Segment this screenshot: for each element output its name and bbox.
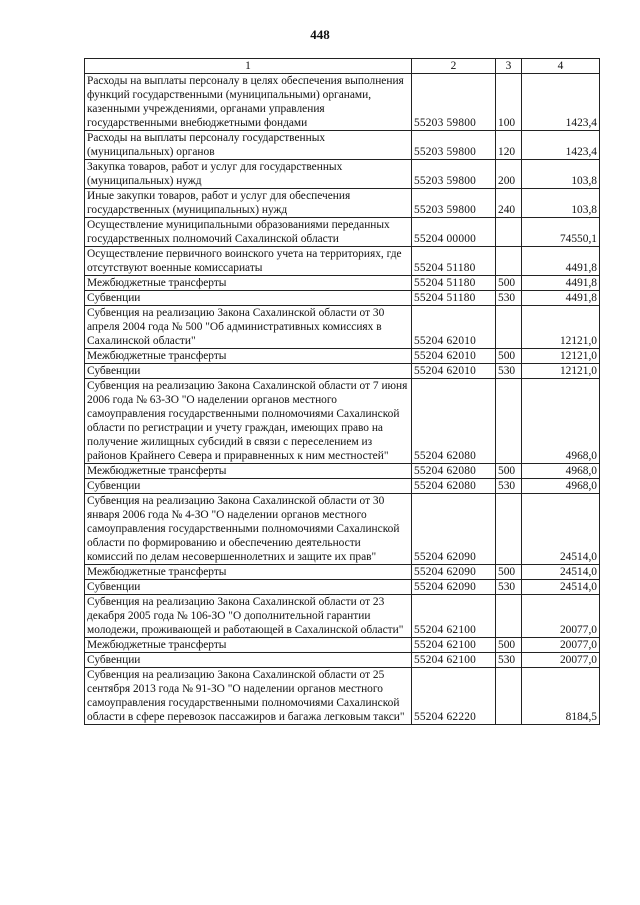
row-type [496, 379, 522, 464]
table-row [85, 364, 600, 379]
row-type: 530 [496, 653, 522, 668]
row-amount: 12121,0 [522, 364, 600, 379]
row-code: 55204 51180 [412, 291, 496, 306]
row-type [496, 306, 522, 349]
row-name: Расходы на выплаты персоналу в целях обеспечения выполнения функций государственными (муниципальными) органами, казенными учреждениями, органами управления государственными внебюджетными фондами [85, 74, 412, 131]
row-type: 530 [496, 580, 522, 595]
row-name: Субвенция на реализацию Закона Сахалинской области от 25 сентября 2013 года № 91-ЗО "О наделении органов местного самоуправления государственными полномочиями Сахалинской области в сфере перевозок пассажиров и багажа легковым такси" [85, 668, 412, 725]
row-type: 530 [496, 479, 522, 494]
row-code: 55204 51180 [412, 247, 496, 276]
row-type [496, 247, 522, 276]
row-amount: 4968,0 [522, 479, 600, 494]
row-name: Субвенция на реализацию Закона Сахалинской области от 30 апреля 2004 года № 500 "Об административных комиссиях в Сахалинской области" [85, 306, 412, 349]
row-type: 530 [496, 364, 522, 379]
table-row [85, 131, 600, 160]
row-type [496, 668, 522, 725]
row-name: Субвенции [85, 364, 412, 379]
row-code: 55204 62080 [412, 479, 496, 494]
table-row [85, 306, 600, 349]
table-body [85, 74, 600, 725]
row-type: 200 [496, 160, 522, 189]
row-type: 120 [496, 131, 522, 160]
row-type: 500 [496, 565, 522, 580]
row-amount: 4968,0 [522, 379, 600, 464]
row-amount: 103,8 [522, 189, 600, 218]
row-code: 55204 00000 [412, 218, 496, 247]
table-row [85, 291, 600, 306]
row-amount: 24514,0 [522, 565, 600, 580]
row-amount: 20077,0 [522, 595, 600, 638]
row-code: 55204 62100 [412, 638, 496, 653]
row-amount: 24514,0 [522, 494, 600, 565]
row-amount: 12121,0 [522, 306, 600, 349]
row-name: Субвенции [85, 580, 412, 595]
row-code: 55204 62080 [412, 379, 496, 464]
table-row [85, 479, 600, 494]
row-amount: 4491,8 [522, 247, 600, 276]
row-type [496, 595, 522, 638]
row-amount: 4491,8 [522, 291, 600, 306]
row-code: 55203 59800 [412, 160, 496, 189]
row-amount: 12121,0 [522, 349, 600, 364]
row-name: Субвенции [85, 653, 412, 668]
row-amount: 103,8 [522, 160, 600, 189]
row-name: Межбюджетные трансферты [85, 464, 412, 479]
row-type [496, 218, 522, 247]
table-row [85, 494, 600, 565]
row-name: Осуществление муниципальными образованиями переданных государственных полномочий Сахалинской области [85, 218, 412, 247]
row-amount: 4491,8 [522, 276, 600, 291]
row-code: 55204 62100 [412, 595, 496, 638]
table-row [85, 379, 600, 464]
row-name: Осуществление первичного воинского учета на территориях, где отсутствуют военные комиссариаты [85, 247, 412, 276]
row-amount: 1423,4 [522, 131, 600, 160]
table-row [85, 653, 600, 668]
table-row [85, 668, 600, 725]
header-col-1: 1 [85, 59, 412, 74]
page-number: 448 [310, 27, 330, 42]
row-code: 55204 62010 [412, 364, 496, 379]
row-name: Межбюджетные трансферты [85, 638, 412, 653]
row-code: 55203 59800 [412, 189, 496, 218]
row-type: 100 [496, 74, 522, 131]
row-code: 55204 62010 [412, 349, 496, 364]
row-amount: 1423,4 [522, 74, 600, 131]
row-amount: 8184,5 [522, 668, 600, 725]
header-col-2: 2 [412, 59, 496, 74]
row-name: Межбюджетные трансферты [85, 565, 412, 580]
header-col-4: 4 [522, 59, 600, 74]
row-code: 55204 62090 [412, 494, 496, 565]
table-row [85, 160, 600, 189]
row-name: Субвенция на реализацию Закона Сахалинской области от 7 июня 2006 года № 63-ЗО "О наделении органов местного самоуправления государственными полномочиями Сахалинской области по регистрации и учету граждан, имеющих право на получение жилищных субсидий в связи с переселением из районов Крайнего Севера и приравненных к ним местностей" [85, 379, 412, 464]
row-code: 55204 62090 [412, 580, 496, 595]
row-code: 55203 59800 [412, 74, 496, 131]
row-type: 500 [496, 349, 522, 364]
row-name: Субвенция на реализацию Закона Сахалинской области от 23 декабря 2005 года № 106-ЗО "О дополнительной гарантии молодежи, проживающей и работающей в Сахалинской области" [85, 595, 412, 638]
row-name: Субвенции [85, 291, 412, 306]
row-amount: 20077,0 [522, 653, 600, 668]
row-type: 500 [496, 464, 522, 479]
row-amount: 20077,0 [522, 638, 600, 653]
table-row [85, 464, 600, 479]
row-code: 55204 62100 [412, 653, 496, 668]
table-row [85, 276, 600, 291]
row-name: Межбюджетные трансферты [85, 276, 412, 291]
row-type: 530 [496, 291, 522, 306]
row-code: 55204 62010 [412, 306, 496, 349]
row-type: 500 [496, 638, 522, 653]
budget-table [84, 58, 600, 725]
row-name: Субвенции [85, 479, 412, 494]
row-code: 55204 62090 [412, 565, 496, 580]
table-row [85, 565, 600, 580]
row-code: 55203 59800 [412, 131, 496, 160]
row-name: Иные закупки товаров, работ и услуг для обеспечения государственных (муниципальных) нужд [85, 189, 412, 218]
table-row [85, 189, 600, 218]
row-amount: 24514,0 [522, 580, 600, 595]
row-type: 500 [496, 276, 522, 291]
table-row [85, 638, 600, 653]
table-row [85, 349, 600, 364]
table-row [85, 595, 600, 638]
row-name: Расходы на выплаты персоналу государственных (муниципальных) органов [85, 131, 412, 160]
row-type: 240 [496, 189, 522, 218]
table-row [85, 580, 600, 595]
header-row [85, 59, 600, 74]
table-row [85, 247, 600, 276]
row-code: 55204 51180 [412, 276, 496, 291]
row-code: 55204 62220 [412, 668, 496, 725]
table-row [85, 218, 600, 247]
row-amount: 74550,1 [522, 218, 600, 247]
table-row [85, 74, 600, 131]
header-col-3: 3 [496, 59, 522, 74]
row-amount: 4968,0 [522, 464, 600, 479]
row-name: Субвенция на реализацию Закона Сахалинской области от 30 января 2006 года № 4-ЗО "О наделении органов местного самоуправления государственными полномочиями Сахалинской области по формированию и обеспечению деятельности комиссий по делам несовершеннолетних и защите их прав" [85, 494, 412, 565]
row-name: Закупка товаров, работ и услуг для государственных (муниципальных) нужд [85, 160, 412, 189]
row-code: 55204 62080 [412, 464, 496, 479]
row-type [496, 494, 522, 565]
row-name: Межбюджетные трансферты [85, 349, 412, 364]
